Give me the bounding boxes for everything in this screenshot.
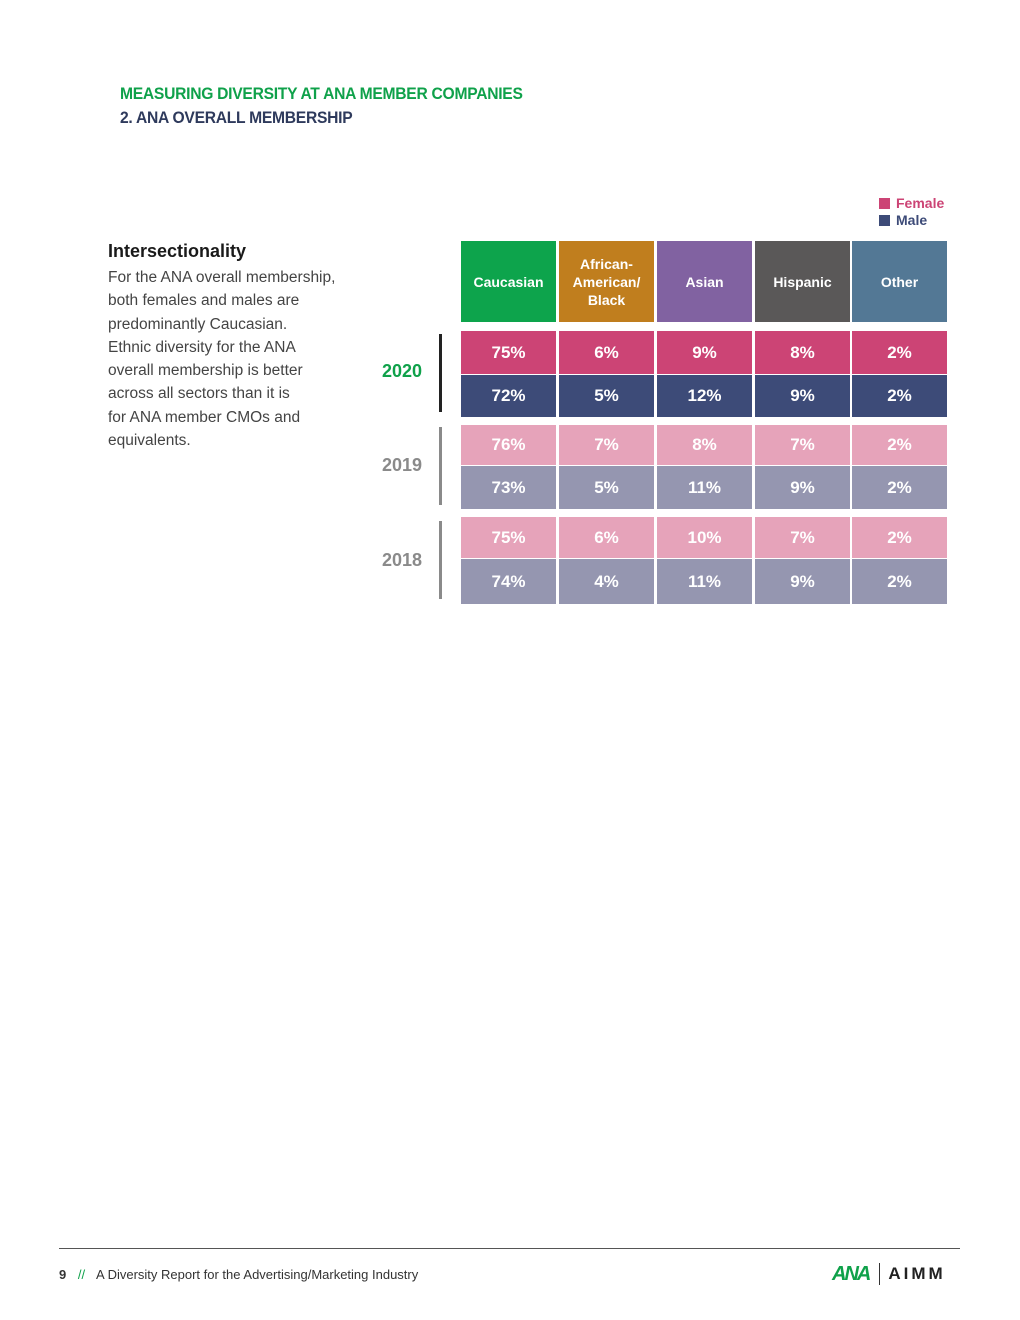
ana-aimm-logo xyxy=(832,1261,946,1287)
cell-2020-male-hispanic: 9% xyxy=(755,375,850,417)
cell-2020-female-caucasian: 75% xyxy=(461,331,556,374)
year-label-2018: 2018 xyxy=(381,550,423,570)
cell-2019-female-asian: 8% xyxy=(657,425,752,465)
aimm-logo: AIMM xyxy=(888,1264,946,1283)
cell-2020-male-other: 2% xyxy=(852,375,947,417)
legend-female-label: Female xyxy=(896,195,945,211)
column-header-asian: Asian xyxy=(657,241,752,322)
intro-line: For the ANA overall membership, xyxy=(108,269,336,286)
legend-male-swatch xyxy=(879,215,890,226)
logo-divider xyxy=(879,1263,880,1285)
cell-2020-female-hispanic: 8% xyxy=(755,331,850,374)
section-subtitle: 2. ANA OVERALL MEMBERSHIP xyxy=(120,108,353,127)
cell-2020-male-caucasian: 72% xyxy=(461,375,556,417)
column-header-caucasian: Caucasian xyxy=(461,241,556,322)
ana-logo: ANA xyxy=(832,1262,870,1285)
cell-2020-male-african-american-black: 5% xyxy=(559,375,654,417)
intro-line: overall membership is better xyxy=(108,362,303,380)
legend-male-label: Male xyxy=(896,212,928,228)
cell-2018-female-asian: 10% xyxy=(657,517,752,558)
legend-female xyxy=(879,195,944,212)
cell-2019-female-caucasian: 76% xyxy=(461,425,556,465)
footer-report-title: A Diversity Report for the Advertising/Marketing Industry xyxy=(96,1267,419,1282)
year-label-2020: 2020 xyxy=(381,361,423,381)
legend xyxy=(879,195,944,229)
column-header-hispanic: Hispanic xyxy=(755,241,850,322)
section-title: MEASURING DIVERSITY AT ANA MEMBER COMPANIES xyxy=(120,84,523,103)
intro-line: predominantly Caucasian. xyxy=(108,315,288,333)
cell-2018-female-african-american-black: 6% xyxy=(559,517,654,558)
cell-2018-male-hispanic: 9% xyxy=(755,559,850,604)
cell-2019-male-other: 2% xyxy=(852,466,947,509)
intro-line: across all sectors than it is xyxy=(108,385,290,403)
footer-separator: // xyxy=(77,1267,86,1282)
cell-2020-male-asian: 12% xyxy=(657,375,752,417)
cell-2018-female-hispanic: 7% xyxy=(755,517,850,558)
cell-2019-female-other: 2% xyxy=(852,425,947,465)
year-bracket-2019 xyxy=(439,427,442,505)
cell-2019-male-hispanic: 9% xyxy=(755,466,850,509)
cell-2018-male-asian: 11% xyxy=(657,559,752,604)
column-header-african-american-black: African- American/ Black xyxy=(559,241,654,322)
footer xyxy=(59,1267,418,1282)
cell-2018-male-african-american-black: 4% xyxy=(559,559,654,604)
legend-male xyxy=(879,212,944,229)
intro-line: both females and males are xyxy=(108,292,300,310)
cell-2018-male-other: 2% xyxy=(852,559,947,604)
cell-2018-male-caucasian: 74% xyxy=(461,559,556,604)
cell-2018-female-caucasian: 75% xyxy=(461,517,556,558)
cell-2019-male-african-american-black: 5% xyxy=(559,466,654,509)
legend-female-swatch xyxy=(879,198,890,209)
cell-2019-male-caucasian: 73% xyxy=(461,466,556,509)
cell-2020-female-other: 2% xyxy=(852,331,947,374)
column-header-other: Other xyxy=(852,241,947,322)
cell-2020-female-african-american-black: 6% xyxy=(559,331,654,374)
intro-paragraph xyxy=(108,266,370,452)
year-bracket-2018 xyxy=(439,521,442,599)
year-bracket-2020 xyxy=(439,334,442,412)
cell-2019-female-african-american-black: 7% xyxy=(559,425,654,465)
cell-2018-female-other: 2% xyxy=(852,517,947,558)
cell-2019-female-hispanic: 7% xyxy=(755,425,850,465)
intro-line: Ethnic diversity for the ANA xyxy=(108,338,296,356)
intro-line: equivalents. xyxy=(108,432,191,450)
year-label-2019: 2019 xyxy=(381,455,423,475)
page-number: 9 xyxy=(59,1267,67,1282)
cell-2019-male-asian: 11% xyxy=(657,466,752,509)
intro-line: for ANA member CMOs and xyxy=(108,408,301,426)
intro-heading: Intersectionality xyxy=(108,241,247,261)
footer-divider xyxy=(59,1248,960,1249)
cell-2020-female-asian: 9% xyxy=(657,331,752,374)
